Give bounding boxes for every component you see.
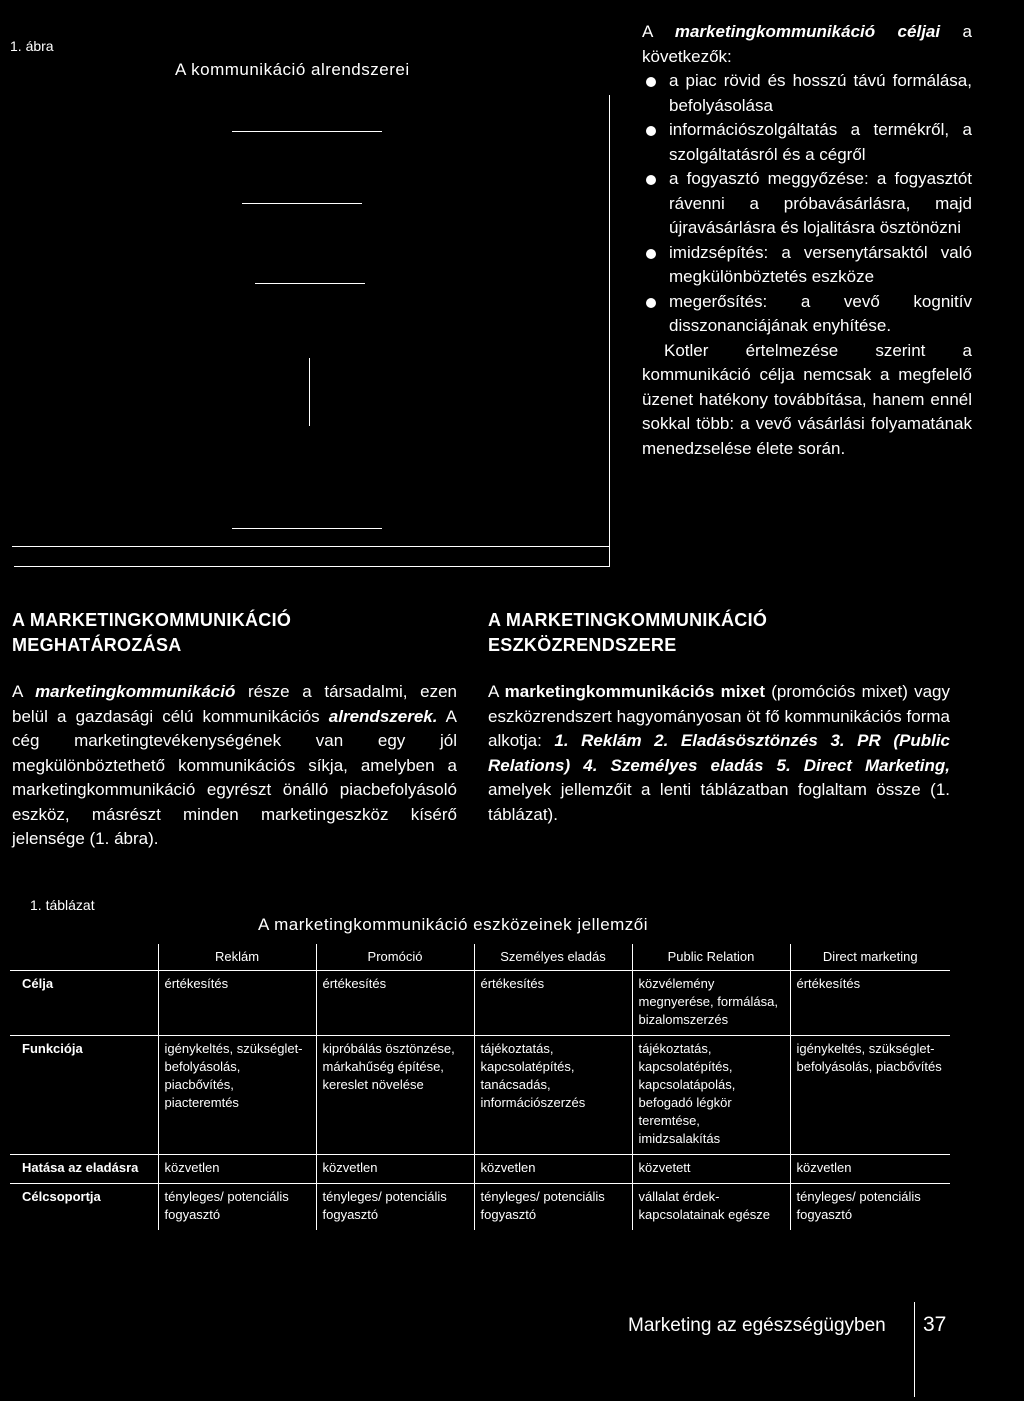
- characteristics-table: [10, 944, 950, 1230]
- footer-divider: [914, 1302, 915, 1397]
- toolsystem-section: [488, 608, 950, 827]
- figure-frame-vline: [609, 95, 610, 567]
- table-cell: igénykeltés, szükséglet-befolyásolás, piacbővítés: [790, 1036, 950, 1155]
- list-item: imidzsépítés: a versenytársaktól való megkülönböztetés eszköze: [642, 241, 972, 290]
- table-row: [10, 971, 950, 1036]
- table-cell: közvélemény megnyerése, formálása, bizalomszerzés: [632, 971, 790, 1036]
- bullet-icon: [646, 126, 656, 136]
- figure-line: [232, 528, 382, 529]
- table-header-row: [10, 944, 950, 971]
- column-header: Direct marketing: [790, 944, 950, 971]
- toolsystem-heading: A MARKETINGKOMMUNIKÁCIÓ ESZKÖZRENDSZERE: [488, 610, 768, 655]
- figure-frame-line: [12, 546, 610, 547]
- row-header: Célcsoportja: [10, 1184, 158, 1231]
- bullet-icon: [646, 77, 656, 87]
- row-header: Hatása az eladásra: [10, 1155, 158, 1184]
- goals-intro: A marketingkommunikáció céljai a következők:: [642, 22, 973, 66]
- table-cell: vállalat érdek-kapcsolatainak egésze: [632, 1184, 790, 1231]
- definition-paragraph: A marketingkommunikáció része a társadalmi, ezen belül a gazdasági célú kommunikációs alrendszerek. A cég marketingtevékenységének van egy jól megkülönböztethető kommunikációs síkja, amelyben a marketingkommunikáció egyrészt önálló piacbefolyásoló eszköz, másrészt minden marketingeszköz kísérő jelensége (1. ábra).: [12, 682, 458, 848]
- table-cell: tényleges/ potenciális fogyasztó: [316, 1184, 474, 1231]
- table-title: A marketingkommunikáció eszközeinek jellemzői: [258, 915, 649, 934]
- table-cell: értékesítés: [790, 971, 950, 1036]
- table-cell: igénykeltés, szükséglet-befolyásolás, piacbővítés, piacteremtés: [158, 1036, 316, 1155]
- table-cell: tájékoztatás, kapcsolatépítés, tanácsadás, információszerzés: [474, 1036, 632, 1155]
- table-row: [10, 1184, 950, 1231]
- table-cell: értékesítés: [474, 971, 632, 1036]
- kotler-paragraph: Kotler értelmezése szerint a kommunikáció célja nemcsak a megfelelő üzenet hatékony továbbítása, hanem ennél sokkal több: a vevő vásárlási folyamatának menedzselése élete során.: [642, 340, 972, 458]
- figure-title: A kommunikáció alrendszerei: [175, 60, 410, 79]
- table-cell: értékesítés: [316, 971, 474, 1036]
- row-header: Célja: [10, 971, 158, 1036]
- table-row: [10, 1155, 950, 1184]
- table-number: 1. táblázat: [30, 897, 95, 913]
- list-item: megerősítés: a vevő kognitív disszonanciájának enyhítése.: [642, 290, 972, 339]
- column-header: Promóció: [316, 944, 474, 971]
- figure-frame-line: [14, 566, 610, 567]
- figure-vertical-line: [309, 358, 310, 426]
- column-header: Public Relation: [632, 944, 790, 971]
- table-cell: tényleges/ potenciális fogyasztó: [158, 1184, 316, 1231]
- goals-list: [642, 69, 972, 339]
- table-cell: tényleges/ potenciális fogyasztó: [474, 1184, 632, 1231]
- row-header: Funkciója: [10, 1036, 158, 1155]
- definition-heading: A MARKETINGKOMMUNIKÁCIÓ MEGHATÁROZÁSA: [12, 610, 292, 655]
- definition-section: [12, 608, 457, 852]
- goals-term: marketingkommunikáció céljai: [674, 22, 941, 41]
- bullet-icon: [646, 249, 656, 259]
- page-number: 37: [923, 1313, 947, 1336]
- table-cell: közvetlen: [474, 1155, 632, 1184]
- list-item: a piac rövid és hosszú távú formálása, befolyásolása: [642, 69, 972, 118]
- goals-column: [642, 20, 972, 461]
- table-cell: tényleges/ potenciális fogyasztó: [790, 1184, 950, 1231]
- table-cell: tájékoztatás, kapcsolatépítés, kapcsolatápolás, befogadó légkör teremtése, imidzsalakítás: [632, 1036, 790, 1155]
- list-item: a fogyasztó meggyőzése: a fogyasztót rávenni a próbavásárlásra, majd újravásárlásra és lojalitásra ösztönözni: [642, 167, 972, 241]
- bullet-icon: [646, 298, 656, 308]
- list-item: információszolgáltatás a termékről, a szolgáltatásról és a cégről: [642, 118, 972, 167]
- figure-line: [232, 131, 382, 132]
- table-corner: [10, 944, 158, 971]
- figure-number: 1. ábra: [10, 38, 54, 54]
- figure-line: [242, 203, 362, 204]
- table-row: [10, 1036, 950, 1155]
- figure-line: [255, 283, 365, 284]
- table-cell: közvetlen: [158, 1155, 316, 1184]
- table-cell: közvetett: [632, 1155, 790, 1184]
- table-cell: közvetlen: [316, 1155, 474, 1184]
- table-cell: közvetlen: [790, 1155, 950, 1184]
- table-cell: értékesítés: [158, 971, 316, 1036]
- toolsystem-paragraph: A marketingkommunikációs mixet (promóciós mixet) vagy eszközrendszert hagyományosan öt fő kommunikációs forma alkotja: 1. Reklám 2. Eladásösztönzés 3. PR (Public Relations) 4. Személyes eladás 5. Direct Marketing, amelyek jellemzőit a lenti táblázatban foglaltam össze (1. táblázat).: [488, 682, 951, 824]
- column-header: Személyes eladás: [474, 944, 632, 971]
- table-cell: kipróbálás ösztönzése, márkahűség építése, kereslet növelése: [316, 1036, 474, 1155]
- footer-title: Marketing az egészségügyben: [628, 1315, 886, 1336]
- column-header: Reklám: [158, 944, 316, 971]
- bullet-icon: [646, 175, 656, 185]
